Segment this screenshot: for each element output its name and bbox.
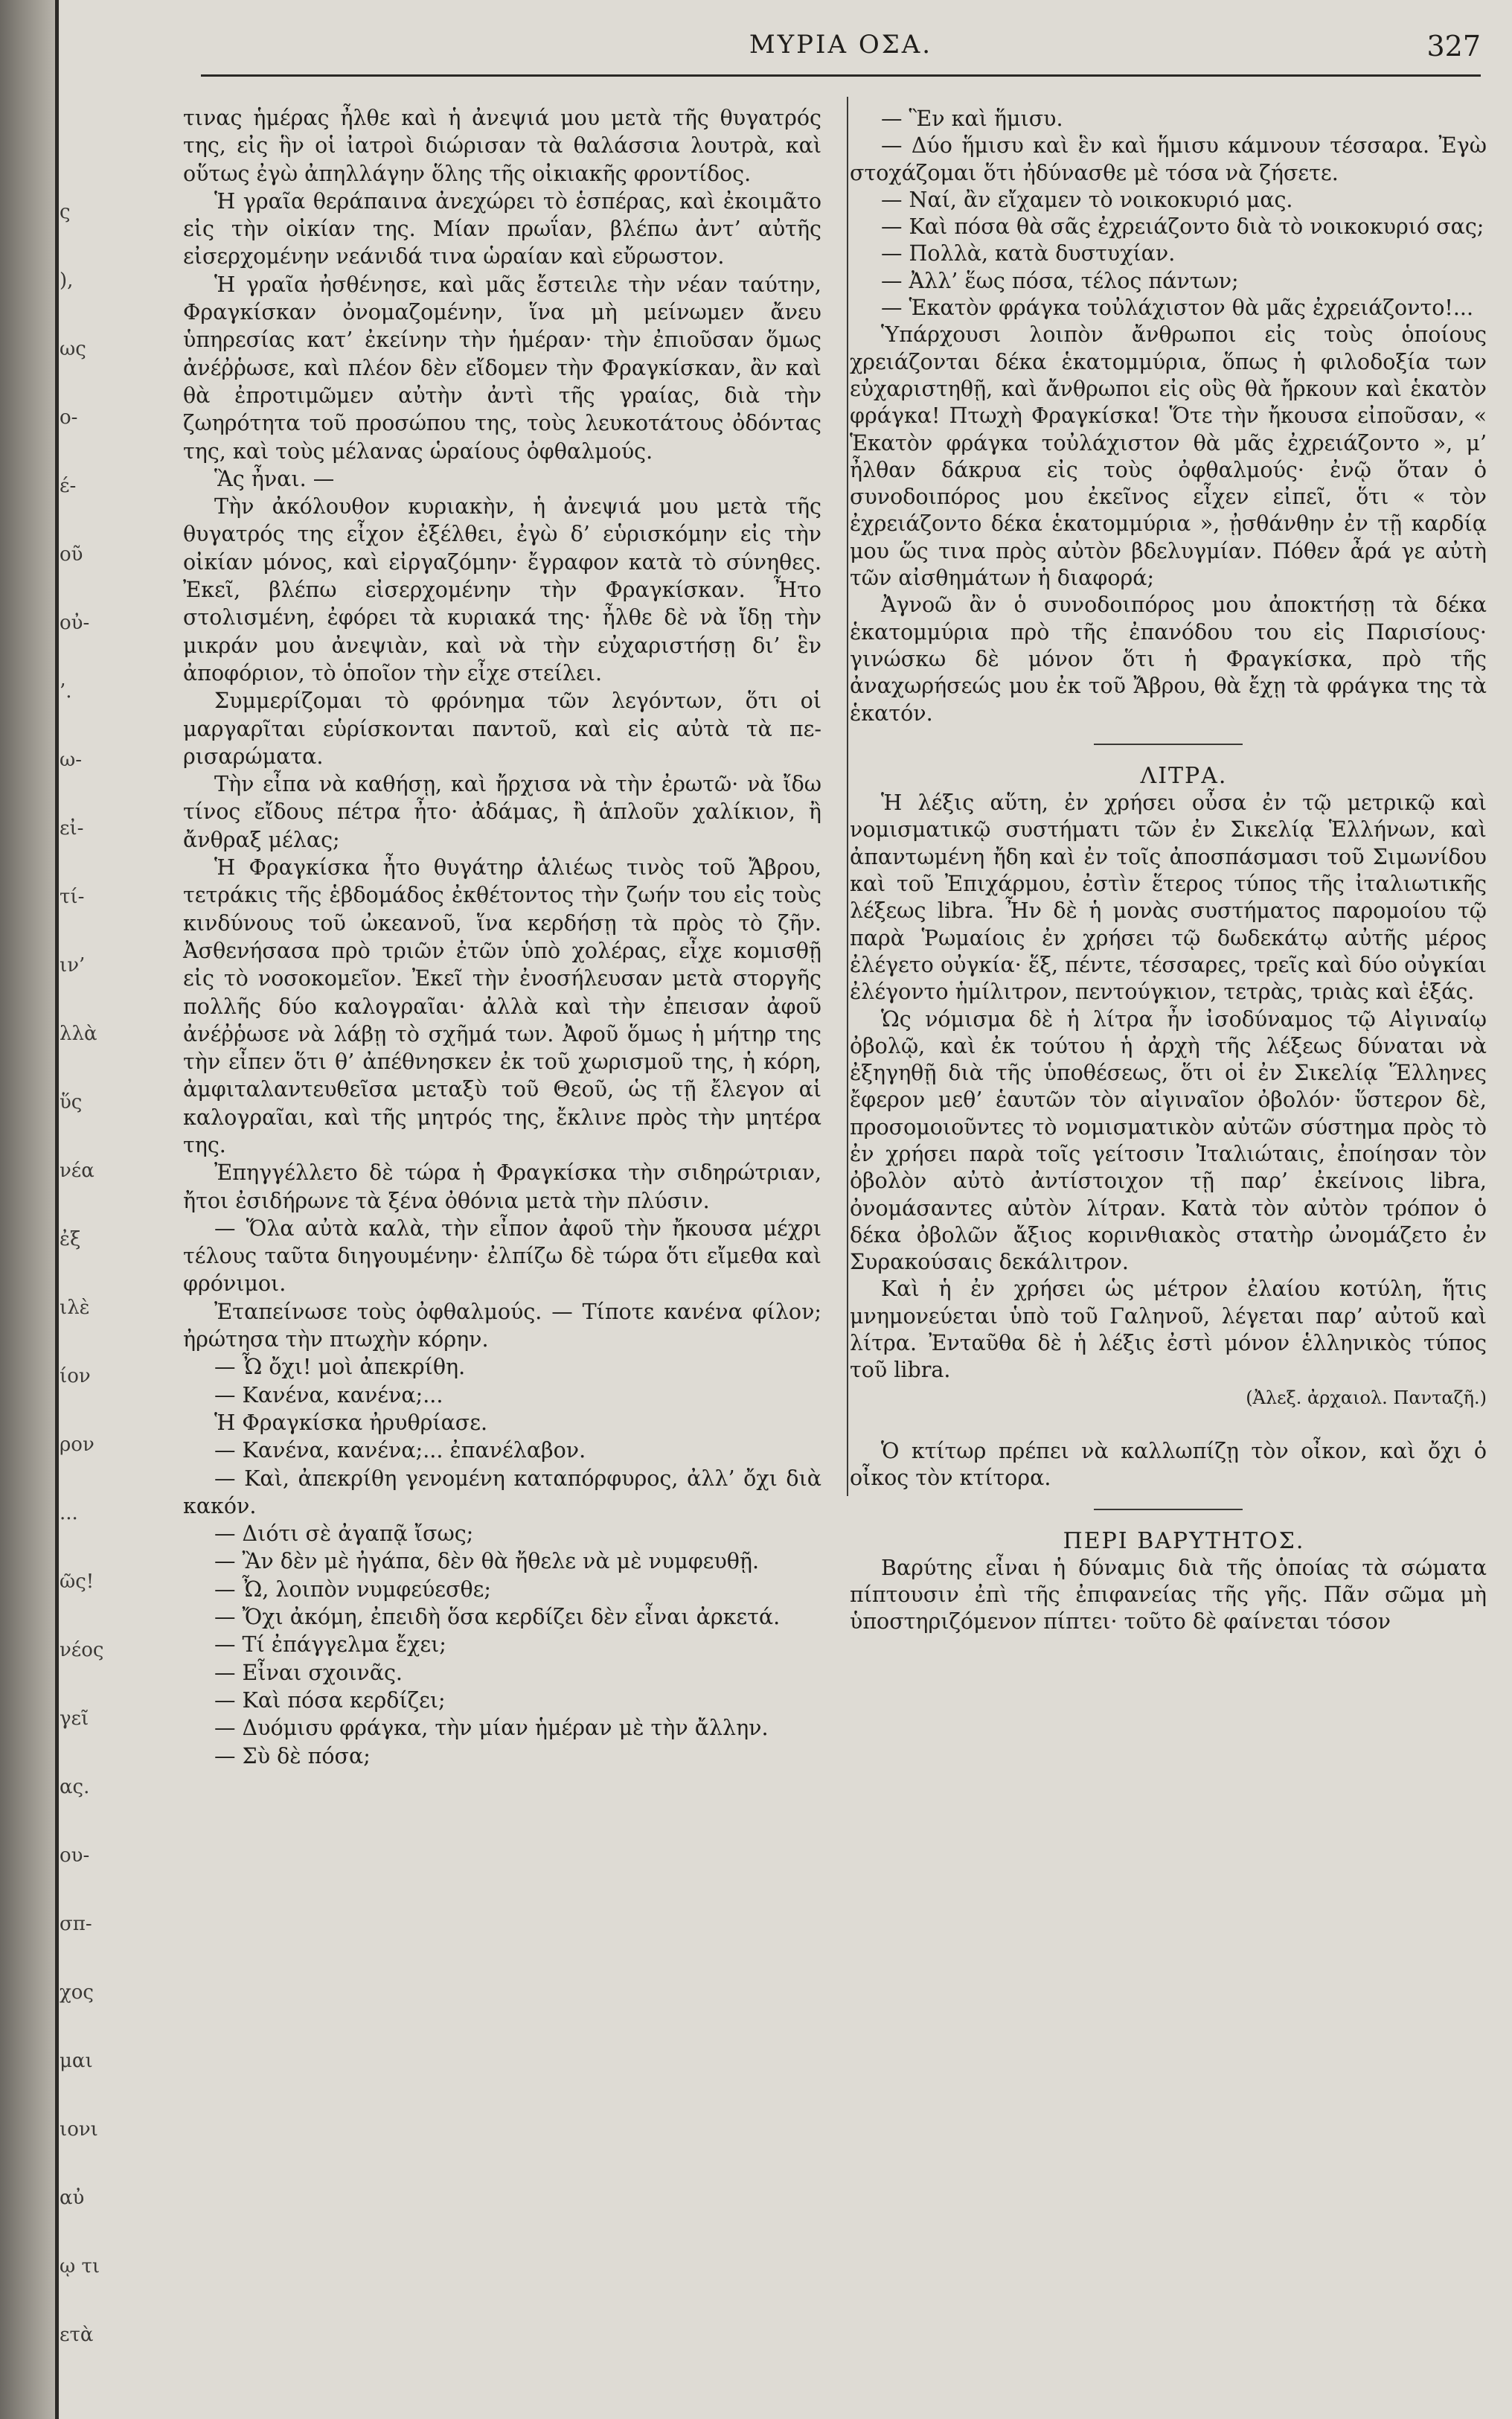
paragraph: — Εἶναι σχοινᾶς.	[214, 1660, 403, 1685]
margin-fragment: ιλὲ	[60, 1297, 90, 1319]
paragraph: Συμμερίζομαι τὸ φρόνημα τῶν λεγόντων, ὅτι οἱ μαργαρῖται εὑρίσκονται παντοῦ, καὶ εἰς αὐτὰ τὰ πε-ρισαρώματα.	[183, 688, 821, 769]
margin-fragment: ῳ τι	[60, 2255, 100, 2278]
paragraph: Ἡ λέξις αὕτη, ἐν χρήσει οὖσα ἐν τῷ μετρικῷ καὶ νομισματικῷ συστήματι τῶν ἐν Σικελίᾳ Ἑλλήνων, καὶ ἀπαντωμένη ἤδη καὶ ἐν τοῖς ἀποσπάσμασι τοῦ Σιμωνίδου καὶ τοῦ Ἐπιχάρμου, ἐστὶν ἕτερος τύπος τῆς ἰταλιωτικῆς λέξεως libra. Ἦν δὲ ἡ μονὰς συστήματος παρομοίου τῷ παρὰ Ῥωμαίοις ἐν χρήσει τῷ δωδεκάτῳ αὐτῆς μέρος ἐλέγετο οὐγκία· ἕξ, πέντε, τέσσαρες, τρεῖς καὶ δύο οὐγκίαι ἐλέγοντο ἡμίλιτρον, πεντούγκιον, τετρὰς, τριὰς καὶ ἑξάς.	[850, 790, 1487, 1005]
margin-fragment: ως	[60, 338, 86, 360]
paragraph: Ἀγνοῶ ἂν ὁ συνοδοιπόρος μου ἀποκτήσῃ τὰ δέκα ἑκατομμύρια πρὸ τῆς ἐπανόδου του εἰς Παρισίους· γινώσκω δὲ μόνον ὅτι ἡ Φραγκίσκα, πρὸ τῆς ἀναχωρήσεώς μου ἐκ τοῦ Ἄβρου, θὰ ἔχῃ τὰ φράγκα της τὰ ἑκατόν.	[850, 592, 1487, 726]
page-number: 327	[1426, 30, 1481, 63]
margin-fragment: ς	[60, 201, 71, 223]
column-rule	[847, 97, 848, 1496]
margin-fragment: γεῖ	[60, 1707, 89, 1730]
page	[60, 0, 1512, 2419]
margin-fragment: έ-	[60, 475, 77, 497]
paragraph: — Σὺ δὲ πόσα;	[214, 1743, 371, 1768]
paragraph: — Διότι σὲ ἀγαπᾷ ἴσως;	[214, 1521, 474, 1547]
margin-fragment: οῦ	[60, 543, 83, 566]
section-title: ΠΕΡΙ ΒΑΡΥΤΗΤΟΣ.	[1063, 1527, 1305, 1554]
paragraph: Τὴν ἀκόλουθον κυριακὴν, ἡ ἀνεψιά μου μετὰ τῆς θυγατρός της εἶχον ἐξέλθει, ἐγὼ δ’ εὑρισκόμην εἰς τὴν οἰκίαν μόνος, καὶ εἰργαζόμην· ἔγραφον κατὰ τὸ σύνηθες. Ἐκεῖ, βλέπω εἰσερχομένην τὴν Φραγκίσκαν. Ἦτο στολισμένη, ἐφόρει τὰ κυριακά της· ἦλθε δὲ νὰ ἴδῃ τὴν μικράν μου ἀνεψιὰν, καὶ νὰ τὴν εὐχαριστήσῃ δι’ ἓν ἀποφόριον, τὸ ὁποῖον τὴν εἶχε στείλει.	[183, 494, 821, 686]
margin-fragment: αὐ	[60, 2187, 85, 2209]
paragraph: — Πολλὰ, κατὰ δυστυχίαν.	[881, 241, 1176, 266]
margin-fragment: ἐξ	[60, 1228, 81, 1250]
paragraph: — Καὶ, ἀπεκρίθη γενομένη καταπόρφυρος, ἀλλ’ ὄχι διὰ κακόν.	[183, 1466, 821, 1518]
paragraph: Ἐπηγγέλλετο δὲ τώρα ἡ Φραγκίσκα τὴν σιδηρώτριαν, ἤτοι ἐσιδήρωνε τὰ ξένα ὀθόνια μετὰ τὴν πλύσιν.	[183, 1160, 821, 1213]
paragraph: Τὴν εἶπα νὰ καθήσῃ, καὶ ἤρχισα νὰ τὴν ἐρωτῶ· νὰ ἴδω τίνος εἴδους πέτρα ἦτο· ἀδάμας, ἢ ἁπλοῦν χαλίκιον, ἢ ἄνθραξ μέλας;	[183, 772, 821, 852]
margin-fragment: ),	[60, 269, 74, 292]
paragraph: Καὶ ἡ ἐν χρήσει ὡς μέτρον ἐλαίου κοτύλη, ἥτις μνημονεύεται ὑπὸ τοῦ Γαληνοῦ, λέγεται παρ’ αὐτοῦ καὶ λίτρα. Ἐνταῦθα δὲ ἡ λέξις ἐστὶ μόνον ἑλληνικὸς τύπος τοῦ libra.	[850, 1276, 1487, 1383]
paragraph: Ἡ γραῖα ἠσθένησε, καὶ μᾶς ἔστειλε τὴν νέαν ταύτην, Φραγκίσκαν ὀνομαζομένην, ἵνα μὴ μείνωμεν ἄνευ ὑπηρεσίας κατ’ ἐκείνην τὴν ἡμέραν· τὴν ἐπιοῦσαν ὅμως ἀνέῤῥωσε, καὶ πλέον δὲν εἴδομεν τὴν Φραγκίσκαν, ἂν καὶ θὰ ἐπροτιμῶμεν αὐτὴν ἀντὶ τῆς γραίας, διὰ τὴν ζωηρότητα τοῦ προσώπου της, τοὺς λευκοτάτους ὀδόντας της, καὶ τοὺς μέλανας ὡραίους ὀφθαλμούς.	[183, 272, 821, 464]
paragraph: τινας ἡμέρας ἦλθε καὶ ἡ ἀνεψιά μου μετὰ τῆς θυγατρός της, εἰς ἣν οἱ ἰατροὶ διώρισαν τὰ θαλάσσια λουτρὰ, καὶ οὕτως ἐγὼ ἀπηλλάγην ὅλης τῆς οἰκιακῆς φροντίδος.	[183, 106, 821, 186]
margin-fragment: ο-	[60, 406, 78, 429]
header-rule	[201, 74, 1481, 77]
left-column	[183, 104, 821, 1770]
margin-fragment: ὕς	[60, 1091, 83, 1113]
margin-fragment: ιονι	[60, 2118, 98, 2141]
paragraph: — Ὦ ὄχι! μοὶ ἀπεκρίθη.	[214, 1355, 466, 1380]
margin-fragment: ω-	[60, 749, 82, 771]
margin-fragment: ιν’	[60, 954, 86, 977]
running-title: ΜΥΡΙΑ ΟΣΑ.	[749, 30, 933, 60]
margin-fragment: μαι	[60, 2050, 93, 2072]
paragraph: Βαρύτης εἶναι ἡ δύναμις διὰ τῆς ὁποίας τὰ σώματα πίπτουσιν ἐπὶ τῆς ἐπιφανείας τῆς γῆς. Πᾶν σῶμα μὴ ὑποστηριζόμενον πίπτει· τοῦτο δὲ φαίνεται τόσον	[850, 1555, 1487, 1634]
paragraph: — Καὶ πόσα θὰ σᾶς ἐχρειάζοντο διὰ τὸ νοικοκυριό σας;	[881, 214, 1484, 240]
margin-fragment: εἰ-	[60, 817, 84, 840]
paragraph: — Δύο ἥμισυ καὶ ἓν καὶ ἥμισυ κάμνουν τέσσαρα. Ἐγὼ στοχάζομαι ὅτι ἠδύνασθε μὲ τόσα νὰ ζήσετε.	[850, 133, 1487, 185]
paragraph: Ὁ κτίτωρ πρέπει νὰ καλλωπίζῃ τὸν οἶκον, καὶ ὄχι ὁ οἶκος τὸν κτίτορα.	[850, 1438, 1487, 1491]
paragraph: Ἡ Φραγκίσκα ἦτο θυγάτηρ ἁλιέως τινὸς τοῦ Ἄβρου, τετράκις τῆς ἑβδομάδος ἐκθέτοντος τὴν ζωήν του εἰς τοὺς κινδύνους τοῦ ὠκεανοῦ, ἵνα κερδήσῃ τὰ πρὸς τὸ ζῆν. Ἀσθενήσασα πρὸ τριῶν ἐτῶν ὑπὸ χολέρας, εἶχε κομισθῇ εἰς τὸ νοσοκομεῖον. Ἐκεῖ τὴν ἐνοσήλευσαν μετὰ στοργῆς πολλῆς δύο καλογραῖαι· ἀλλὰ καὶ τὴν ἐπεισαν ἀφοῦ ἀνέῤῥωσε νὰ λάβῃ τὸ σχῆμά των. Ἀφοῦ ὅμως ἡ μήτηρ της τὴν εἶπεν ὅτι θ’ ἀπέθνησκεν ἐκ τοῦ χωρισμοῦ της, ἡ κόρη, ἀμφιταλαντευθεῖσα μεταξὺ τοῦ Θεοῦ, ὡς τῇ ἔλεγον αἱ καλογραῖαι, καὶ τῆς μητρός της, ἔκλινε πρὸς τὴν μητέρα της.	[183, 855, 821, 1157]
margin-fragment: ρον	[60, 1434, 94, 1456]
section-title: ΛΙΤΡΑ.	[1140, 762, 1228, 789]
margin-fragment: ου-	[60, 1844, 90, 1867]
spacer	[850, 1411, 1487, 1438]
section-rule	[1094, 744, 1243, 745]
paragraph: — Ἑκατὸν φράγκα τοὐλάχιστον θὰ μᾶς ἐχρειάζοντο!...	[881, 295, 1474, 321]
section-rule	[1094, 1509, 1243, 1510]
margin-fragment: λλὰ	[60, 1023, 97, 1045]
book-gutter	[0, 0, 58, 2419]
margin-fragment: ’.	[60, 680, 72, 703]
paragraph: — Καὶ πόσα κερδίζει;	[214, 1687, 446, 1713]
margin-fragment: σπ-	[60, 1913, 92, 1935]
paragraph: — Ὦ, λοιπὸν νυμφεύεσθε;	[214, 1576, 492, 1602]
paragraph: Ἃς ἦναι. —	[214, 466, 335, 491]
paragraph: — Κανένα, κανένα;... ἐπανέλαβον.	[214, 1438, 586, 1463]
paragraph: — Ἂν δὲν μὲ ἠγάπα, δὲν θὰ ἤθελε νὰ μὲ νυμφευθῇ.	[214, 1549, 760, 1574]
paragraph: — Ὅλα αὐτὰ καλὰ, τὴν εἶπον ἀφοῦ τὴν ἤκουσα μέχρι τέλους ταῦτα διηγουμένην· ἐλπίζω δὲ τώρα ὅτι εἴμεθα καὶ φρόνιμοι.	[183, 1215, 821, 1297]
paragraph: Ὑπάρχουσι λοιπὸν ἄνθρωποι εἰς τοὺς ὁποίους χρειάζονται δέκα ἑκατομμύρια, ὅπως ἡ φιλοδοξία των εὐχαριστηθῇ, καὶ ἄνθρωποι εἰς οὓς θὰ ἤρκουν καὶ ἑκατὸν φράγκα! Πτωχὴ Φραγκίσκα! Ὅτε τὴν ἤκουσα εἰποῦσαν, « Ἑκατὸν φράγκα τοὐλάχιστον θὰ μᾶς ἐχρειάζοντο », μ’ ἦλθαν δάκρυα εἰς τοὺς ὀφθαλμούς· ἐνῷ ὅταν ὁ συνοδοιπόρος μου ἐκεῖνος εἶχεν εἰπεῖ, ὅτι « τὸν ἐχρειάζοντο δέκα ἑκατομμύρια », ᾐσθάνθην ἐν τῇ καρδίᾳ μου ὥς τινα πρὸς αὐτὸν βδελυγμίαν. Πόθεν ἆρά γε αὐτὴ τῶν αἰσθημάτων ἡ διαφορά;	[850, 322, 1487, 591]
paragraph: — Ἀλλ’ ἕως πόσα, τέλος πάντων;	[881, 268, 1239, 293]
paragraph: — Ὄχι ἀκόμη, ἐπειδὴ ὅσα κερδίζει δὲν εἶναι ἀρκετά.	[214, 1605, 781, 1630]
margin-fragment: ετὰ	[60, 2324, 94, 2346]
paragraph: Ἡ γραῖα θεράπαινα ἀνεχώρει τὸ ἑσπέρας, καὶ ἐκοιμᾶτο εἰς τὴν οἰκίαν της. Μίαν πρωΐαν, βλέπω ἀντ’ αὐτῆς εἰσερχομένην νεάνιδά τινα ὡραίαν καὶ εὔρωστον.	[183, 188, 821, 269]
margin-fragment: νέος	[60, 1639, 104, 1661]
gutter-edge	[55, 0, 59, 2419]
margin-fragment: ας.	[60, 1776, 90, 1798]
paragraph: — Ναί, ἂν εἴχαμεν τὸ νοικοκυριό μας.	[881, 187, 1293, 212]
paragraph: — Ἓν καὶ ἥμισυ.	[881, 106, 1063, 131]
paragraph: Ἡ Φραγκίσκα ἠρυθρίασε.	[214, 1410, 488, 1435]
paragraph: — Τί ἐπάγγελμα ἔχει;	[214, 1632, 446, 1658]
paragraph: — Δυόμισυ φράγκα, τὴν μίαν ἡμέραν μὲ τὴν ἄλλην.	[214, 1716, 769, 1741]
margin-fragment: ῶς!	[60, 1570, 94, 1593]
right-column	[850, 106, 1487, 1636]
margin-fragment: νέα	[60, 1160, 94, 1182]
source-citation: (Ἀλεξ. ἀρχαιολ. Πανταζῆ.)	[1246, 1387, 1487, 1408]
margin-fragment: τί-	[60, 886, 85, 908]
paragraph: Ἐταπείνωσε τοὺς ὀφθαλμούς. — Τίποτε κανένα φίλον; ἠρώτησα τὴν πτωχὴν κόρην.	[183, 1299, 821, 1352]
margin-fragment: χος	[60, 1981, 94, 2004]
margin-fragment: ...	[60, 1502, 78, 1524]
paragraph: — Κανένα, κανένα;...	[214, 1382, 443, 1407]
margin-fragment: ίον	[60, 1365, 91, 1387]
running-header	[201, 30, 1481, 74]
margin-fragment: οὐ-	[60, 612, 90, 634]
paragraph: Ὡς νόμισμα δὲ ἡ λίτρα ἦν ἰσοδύναμος τῷ Αἰγιναίῳ ὀβολῷ, καὶ ἐκ τούτου ἡ ἀρχὴ τῆς λέξεως δύναται νὰ ἐξηγηθῇ διὰ τῆς ὑποθέσεως, ὅτι οἱ ἐν Σικελίᾳ Ἕλληνες ἔφερον μεθ’ ἑαυτῶν τὸν αἰγιναῖον ὀβολόν· ὕστερον δὲ, προσομοιοῦντες τὸ νομισματικὸν αὐτῶν σύστημα πρὸς τὸ ἐν χρήσει παρὰ τοῖς γείτοσιν Ἰταλιώταις, ἐποίησαν τὸν ὀβολὸν αὐτὸ ἀντίστοιχον τῇ παρ’ ἐκείνοις libra, ὀνομάσαντες αὐτὸν λίτραν. Κατὰ τὸν αὐτὸν τρόπον ὁ δέκα ὀβολῶν ἄξιος κορινθιακὸς στατὴρ ὠνομάζετο ἐν Συρακούσαις δεκάλιτρον.	[850, 1006, 1487, 1275]
